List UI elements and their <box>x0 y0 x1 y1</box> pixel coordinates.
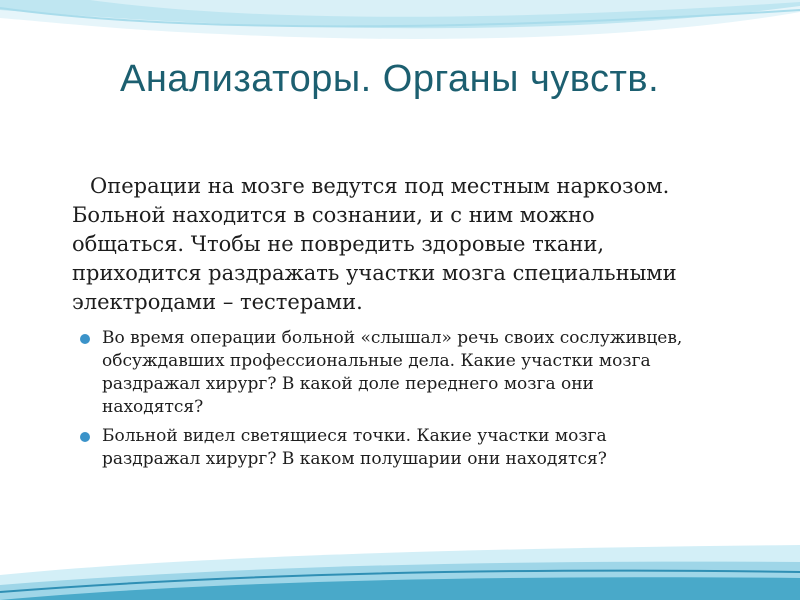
paragraph-line: электродами – тестерами. <box>72 290 363 314</box>
question-line: раздражал хирург? В какой доле переднего мозга они <box>102 374 594 394</box>
question-line: обсуждавших профессиональные дела. Какие участки мозга <box>102 351 651 371</box>
slide-title: Анализаторы. Органы чувств. <box>120 58 660 100</box>
paragraph-line: Больной находится в сознании, и с ним можно <box>72 203 595 227</box>
paragraph-line: общаться. Чтобы не повредить здоровые ткани, <box>72 232 605 256</box>
question-item <box>72 425 772 471</box>
question-line: Во время операции больной «слышал» речь своих сослуживцев, <box>102 328 683 348</box>
paragraph-line: Операции на мозге ведутся под местным наркозом. <box>90 174 670 198</box>
question-line: раздражал хирург? В каком полушарии они находятся? <box>102 449 607 469</box>
intro-paragraph <box>72 172 772 317</box>
slide-body <box>72 172 772 477</box>
top-wave-decoration <box>0 0 800 60</box>
question-line: находятся? <box>102 397 204 417</box>
bullet-dot-icon <box>80 432 90 442</box>
question-line: Больной видел светящиеся точки. Какие участки мозга <box>102 426 607 446</box>
question-item <box>72 327 772 419</box>
question-list <box>72 327 772 471</box>
paragraph-line: приходится раздражать участки мозга специальными <box>72 261 677 285</box>
bullet-dot-icon <box>80 334 90 344</box>
